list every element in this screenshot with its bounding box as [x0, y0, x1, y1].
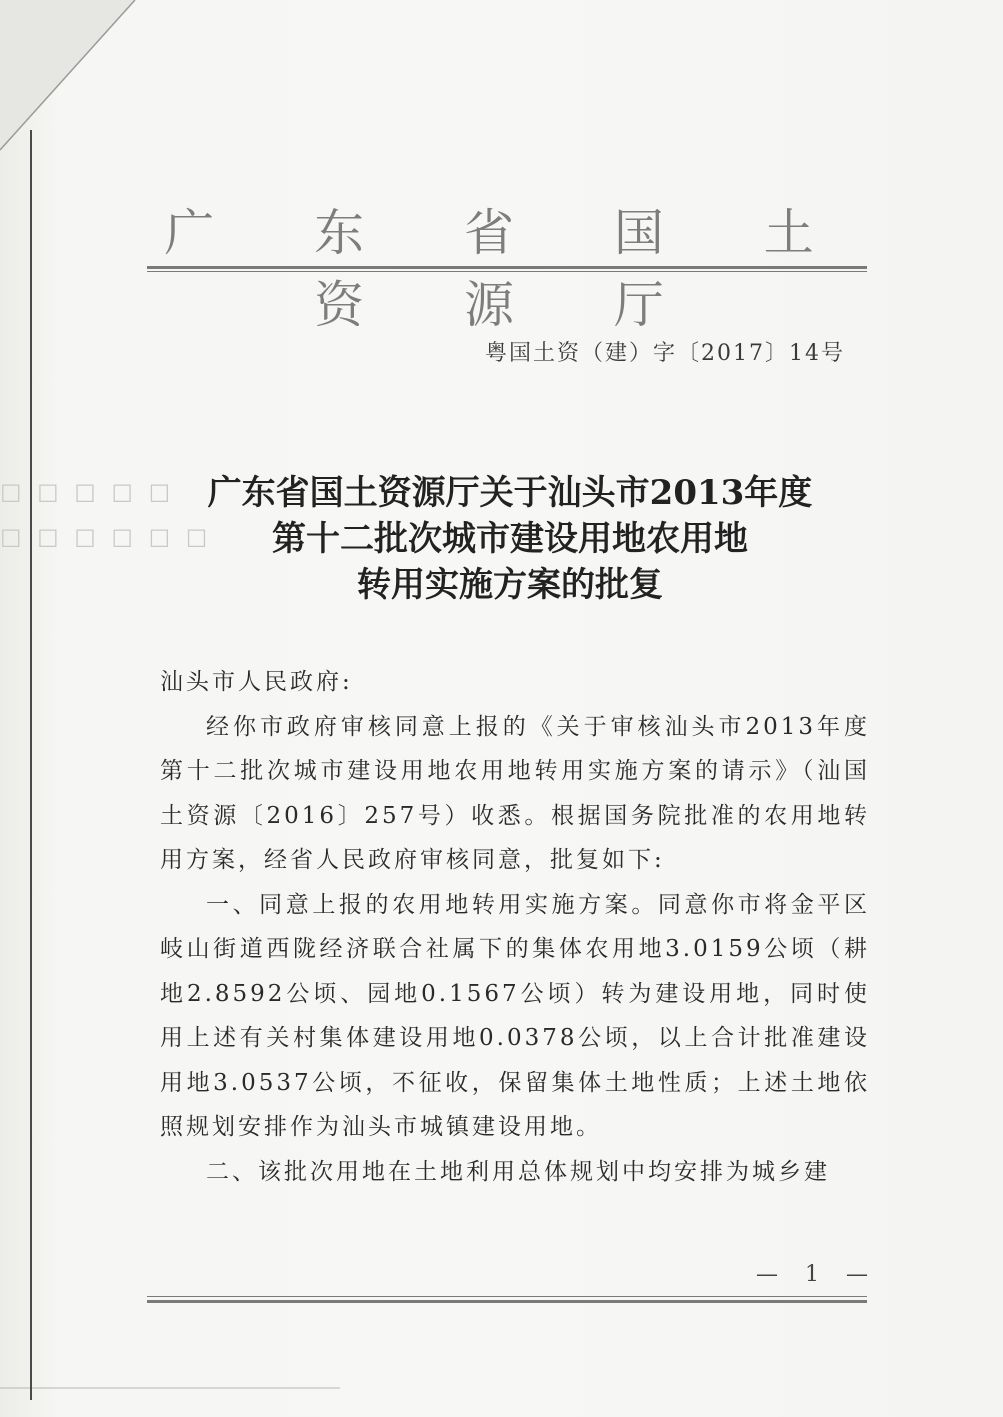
footer-rule-thin: [147, 1296, 867, 1297]
footer-rule: [147, 1300, 867, 1303]
page-left-edge: [30, 130, 32, 1400]
agency-letterhead: 广 东 省 国 土 资 源 厅: [164, 204, 856, 334]
title-line-1: 广东省国土资源厅关于汕头市2013年度: [207, 473, 813, 513]
bleed-through-text: ☐ ☐ ☐ ☐ ☐ ☐: [0, 525, 212, 553]
letterhead-rule-thin: [147, 271, 867, 272]
document-body: [160, 660, 870, 1194]
letterhead-rule: [147, 266, 867, 269]
document-title: [150, 470, 870, 608]
title-line-3: 转用实施方案的批复: [357, 565, 663, 605]
bleed-through-text: ☐ ☐ ☐ ☐ ☐: [0, 480, 175, 508]
body-paragraph: 一、同意上报的农用地转用实施方案。同意你市将金平区岐山街道西陇经济联合社属下的集体农用地3.0159公顷（耕地2.8592公顷、园地0.1567公顷）转为建设用地，同时使用上述有关村集体建设用地0.0378公顷，以上合计批准建设用地3.0537公顷，不征收，保留集体土地性质；上述土地依照规划安排作为汕头市城镇建设用地。: [160, 891, 870, 1140]
page-number: — 1 —: [756, 1262, 878, 1287]
salutation: 汕头市人民政府:: [160, 669, 353, 695]
body-paragraph: 经你市政府审核同意上报的《关于审核汕头市2013年度第十二批次城市建设用地农用地转用实施方案的请示》（汕国土资源〔2016〕257号）收悉。根据国务院批准的农用地转用方案，经省人民政府审核同意，批复如下:: [160, 713, 870, 873]
document-number: 粤国土资（建）字〔2017〕14号: [485, 341, 845, 366]
body-paragraph: 二、该批次用地在土地利用总体规划中均安排为城乡建: [206, 1158, 830, 1185]
title-line-2: 第十二批次城市建设用地农用地: [272, 519, 748, 559]
